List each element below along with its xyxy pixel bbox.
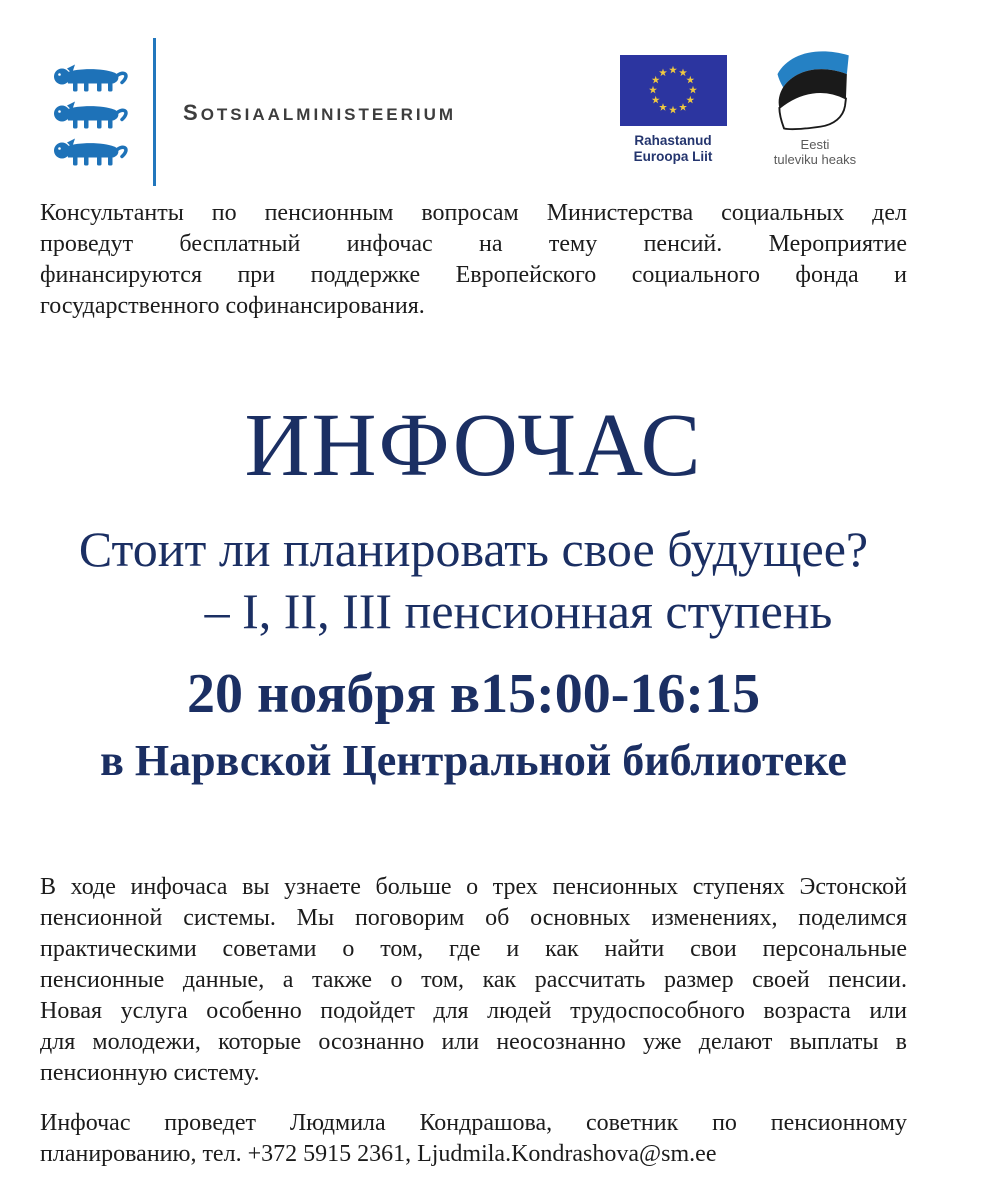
- paragraph-line: финансируются при поддержке Европейского социального фонда и: [40, 262, 907, 288]
- paragraph-line: проведут бесплатный инфочас на тему пенсий. Мероприятие: [40, 231, 907, 257]
- contact-paragraph: [40, 1108, 907, 1170]
- paragraph-line: Инфочас проведет Людмила Кондрашова, советник по пенсионному: [40, 1110, 907, 1136]
- event-datetime: 20 ноября в15:00-16:15: [186, 663, 761, 725]
- paragraph-line: государственного софинансирования.: [40, 293, 425, 319]
- event-title: ИНФОЧАС: [244, 396, 703, 495]
- eu-funding-line1: Rahastanud: [634, 133, 712, 148]
- swallow-line2: tuleviku heaks: [773, 152, 857, 167]
- event-subtitle-line2: – I, II, III пенсионная ступень: [204, 583, 833, 639]
- swallow-line1: Eesti: [800, 137, 830, 152]
- swallow-icon: [765, 46, 865, 136]
- intro-paragraph: [40, 198, 907, 322]
- eu-funding-caption: [606, 133, 740, 165]
- paragraph-line: практическими советами о том, где и как найти свои персональные: [40, 936, 907, 962]
- eu-funding-logo: [606, 55, 740, 165]
- event-subtitle-line1: Стоит ли планировать свое будущее?: [78, 521, 869, 577]
- eu-flag-icon: [620, 55, 727, 126]
- paragraph-line: пенсионные данные, а также о том, как рассчитать размер своей пенсии.: [40, 967, 907, 993]
- event-location: в Нарвской Центральной библиотеке: [100, 736, 847, 785]
- eu-funding-line2: Euroopa Liit: [633, 149, 713, 164]
- paragraph-line: для молодежи, которые осознанно или неосознанно уже делают выплаты в: [40, 1029, 907, 1055]
- estonia-brand-logo: [759, 46, 871, 167]
- details-paragraph: [40, 872, 907, 1089]
- ministry-name: SOTSIAALMINISTEERIUM: [183, 100, 457, 125]
- paragraph-line: Консультанты по пенсионным вопросам Министерства социальных дел: [40, 200, 907, 226]
- swallow-caption: [759, 137, 871, 167]
- estonia-coat-of-arms-icon: [50, 63, 130, 168]
- logo-divider: [153, 38, 156, 186]
- paragraph-line: Новая услуга особенно подойдет для людей трудоспособного возраста или: [40, 998, 907, 1024]
- paragraph-line: пенсионной системы. Мы поговорим об основных изменениях, поделимся: [40, 905, 907, 931]
- paragraph-line: планированию, тел. +372 5915 2361, Ljudmila.Kondrashova@sm.ee: [40, 1141, 717, 1167]
- paragraph-line: пенсионную систему.: [40, 1060, 260, 1086]
- paragraph-line: В ходе инфочаса вы узнаете больше о трех пенсионных ступенях Эстонской: [40, 874, 907, 900]
